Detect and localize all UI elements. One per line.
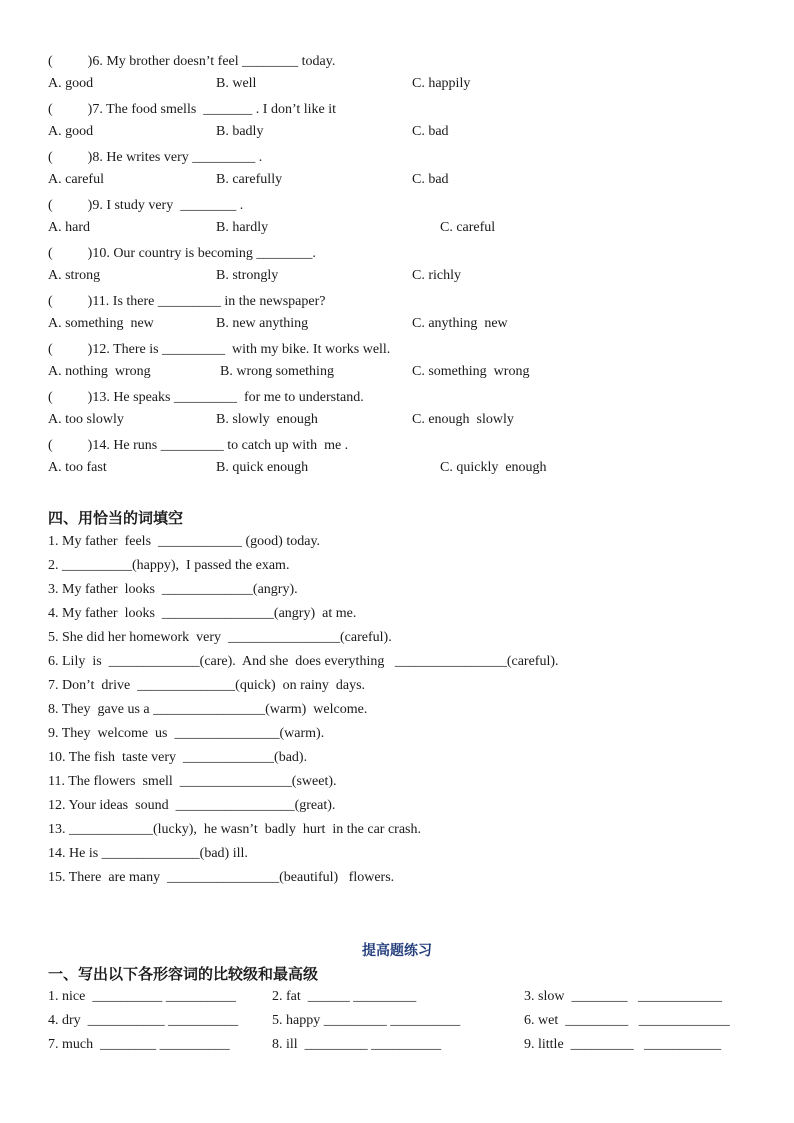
fill-blank-item: 15. There are many ________________(beautiful) flowers. — [48, 870, 395, 885]
mc-option-c: C. richly — [412, 268, 461, 283]
mc-question-9: ( )9. I study very ________ . — [48, 198, 244, 213]
mc-option-c: C. something wrong — [412, 364, 530, 379]
mc-option-b: B. quick enough — [216, 460, 309, 475]
fill-blank-item: 4. My father looks ________________(angry) at me. — [48, 606, 357, 621]
mc-option-b: B. well — [216, 76, 257, 91]
adjective-item: 2. fat ______ _________ — [272, 989, 417, 1004]
adjective-item: 8. ill _________ __________ — [272, 1037, 442, 1052]
mc-question-7: ( )7. The food smells _______ . I don’t like it — [48, 102, 337, 117]
mc-option-a: A. strong — [48, 268, 101, 283]
mc-option-a: A. something new — [48, 316, 154, 331]
mc-question-11: ( )11. Is there _________ in the newspaper? — [48, 294, 326, 309]
fill-blank-item: 3. My father looks _____________(angry). — [48, 582, 298, 597]
fill-blank-item: 12. Your ideas sound _________________(great). — [48, 798, 336, 813]
mc-question-13: ( )13. He speaks _________ for me to understand. — [48, 390, 364, 405]
section-4-heading: 四、用恰当的词填空 — [48, 509, 184, 527]
mc-option-a: A. careful — [48, 172, 104, 187]
mc-option-c: C. enough slowly — [412, 412, 514, 427]
adjective-item: 6. wet _________ _____________ — [524, 1013, 730, 1028]
mc-option-c: C. anything new — [412, 316, 508, 331]
fill-blank-item: 10. The fish taste very _____________(bad). — [48, 750, 308, 765]
fill-blank-item: 7. Don’t drive ______________(quick) on rainy days. — [48, 678, 366, 693]
mc-option-c: C. bad — [412, 124, 449, 139]
adjective-item: 5. happy _________ __________ — [272, 1013, 461, 1028]
mc-option-a: A. too slowly — [48, 412, 124, 427]
mc-question-12: ( )12. There is _________ with my bike. It works well. — [48, 342, 391, 357]
adjective-item: 1. nice __________ __________ — [48, 989, 236, 1004]
adjective-item: 4. dry ___________ __________ — [48, 1013, 239, 1028]
mc-question-8: ( )8. He writes very _________ . — [48, 150, 263, 165]
mc-option-c: C. happily — [412, 76, 471, 91]
mc-option-c: C. careful — [440, 220, 496, 235]
mc-option-a: A. too fast — [48, 460, 107, 475]
fill-blank-item: 2. __________(happy), I passed the exam. — [48, 558, 290, 573]
adjective-item: 9. little _________ ___________ — [524, 1037, 722, 1052]
fill-blank-item: 14. He is ______________(bad) ill. — [48, 846, 248, 861]
mc-option-b: B. strongly — [216, 268, 279, 283]
mc-option-c: C. quickly enough — [440, 460, 547, 475]
mc-option-b: B. new anything — [216, 316, 309, 331]
fill-blank-item: 5. She did her homework very ________________(careful). — [48, 630, 392, 645]
fill-blank-item: 6. Lily is _____________(care). And she does everything ________________(careful). — [48, 654, 559, 669]
adjective-item: 3. slow ________ ____________ — [524, 989, 722, 1004]
fill-blank-item: 13. ____________(lucky), he wasn’t badly hurt in the car crash. — [48, 822, 421, 837]
mc-option-a: A. hard — [48, 220, 90, 235]
fill-blank-item: 9. They welcome us _______________(warm). — [48, 726, 325, 741]
fill-blank-item: 11. The flowers smell ________________(sweet). — [48, 774, 337, 789]
mc-option-a: A. good — [48, 76, 94, 91]
adjective-item: 7. much ________ __________ — [48, 1037, 230, 1052]
mc-option-a: A. good — [48, 124, 94, 139]
improve-title: 提高题练习 — [362, 943, 432, 959]
mc-option-a: A. nothing wrong — [48, 364, 151, 379]
mc-option-b: B. badly — [216, 124, 264, 139]
mc-option-b: B. hardly — [216, 220, 269, 235]
fill-blank-item: 1. My father feels ____________ (good) today. — [48, 534, 321, 549]
fill-blank-item: 8. They gave us a ________________(warm) welcome. — [48, 702, 368, 717]
mc-option-b: B. slowly enough — [216, 412, 318, 427]
mc-option-b: B. carefully — [216, 172, 283, 187]
mc-question-10: ( )10. Our country is becoming ________. — [48, 246, 316, 261]
mc-option-c: C. bad — [412, 172, 449, 187]
mc-option-b: B. wrong something — [220, 364, 334, 379]
mc-question-14: ( )14. He runs _________ to catch up with me . — [48, 438, 349, 453]
improve-section-1-heading: 一、写出以下各形容词的比较级和最高级 — [48, 965, 319, 983]
mc-question-6: ( )6. My brother doesn’t feel ________ today. — [48, 54, 336, 69]
